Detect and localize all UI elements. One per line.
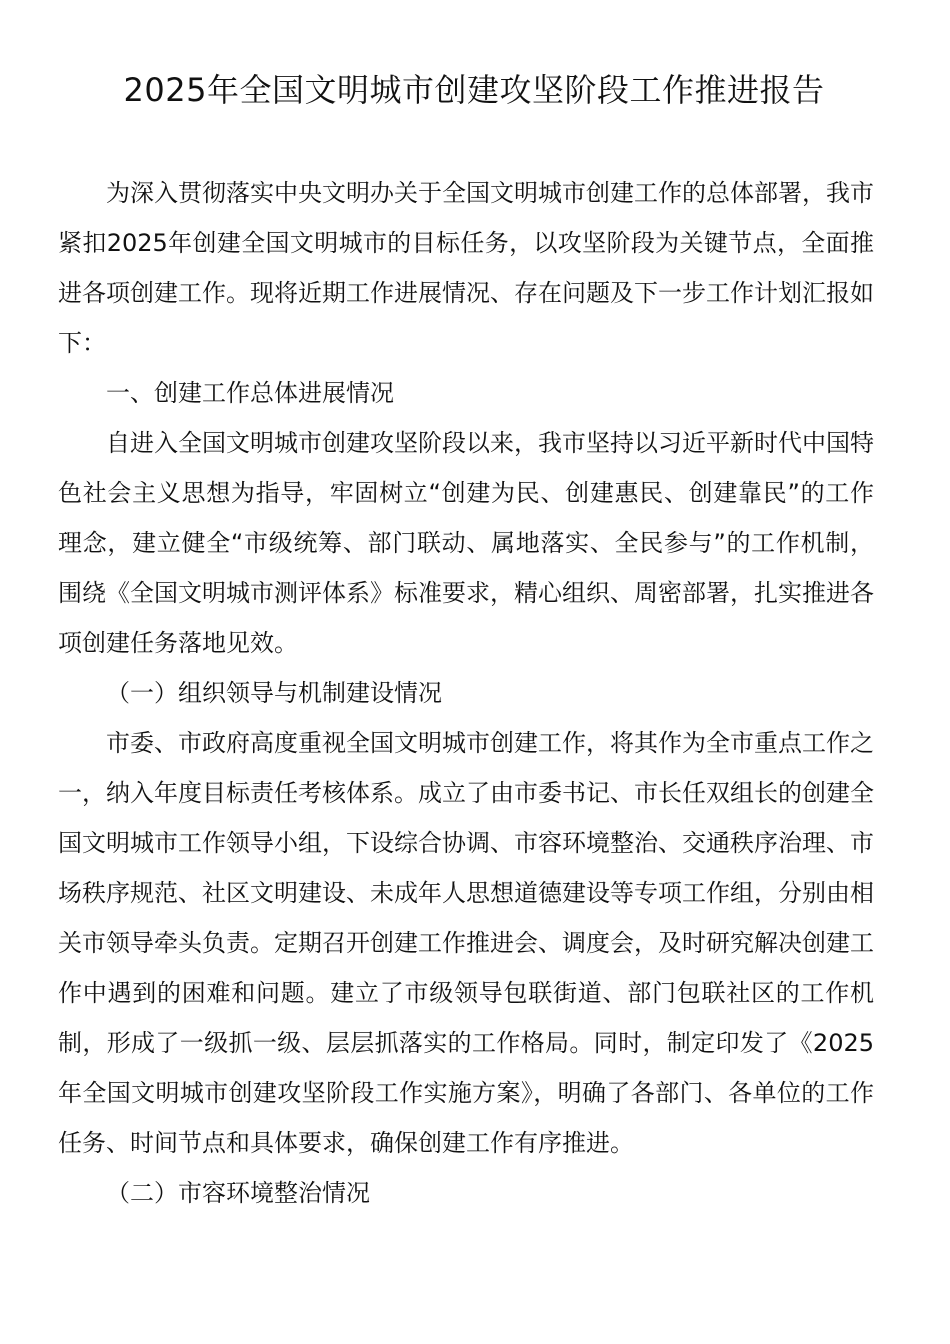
subsection-heading-2: （二）市容环境整治情况: [106, 1179, 370, 1207]
section-1-paragraph: 自进入全国文明城市创建攻坚阶段以来，我市坚持以习近平新时代中国特色社会主义思想为指导，牢固树立“创建为民、创建惠民、创建靠民”的工作理念，建立健全“市级统筹、部门联动、属地落实、全民参与”的工作机制，围绕《全国文明城市测评体系》标准要求，精心组织、周密部署，扎实推进各项创建任务落地见效。: [58, 429, 874, 657]
document-title: 2025年全国文明城市创建攻坚阶段工作推进报告: [123, 71, 825, 109]
intro-paragraph: 为深入贯彻落实中央文明办关于全国文明城市创建工作的总体部署，我市紧扣2025年创建全国文明城市的目标任务，以攻坚阶段为关键节点，全面推进各项创建工作。现将近期工作进展情况、存在问题及下一步工作计划汇报如下：: [58, 179, 874, 357]
section-heading-1: 一、创建工作总体进展情况: [106, 379, 394, 407]
subsection-1-paragraph: 市委、市政府高度重视全国文明城市创建工作，将其作为全市重点工作之一，纳入年度目标责任考核体系。成立了由市委书记、市长任双组长的创建全国文明城市工作领导小组，下设综合协调、市容环境整治、交通秩序治理、市场秩序规范、社区文明建设、未成年人思想道德建设等专项工作组，分别由相关市领导牵头负责。定期召开创建工作推进会、调度会，及时研究解决创建工作中遇到的困难和问题。建立了市级领导包联街道、部门包联社区的工作机制，形成了一级抓一级、层层抓落实的工作格局。同时，制定印发了《2025年全国文明城市创建攻坚阶段工作实施方案》，明确了各部门、各单位的工作任务、时间节点和具体要求，确保创建工作有序推进。: [58, 729, 874, 1157]
document-body: [58, 168, 874, 1218]
subsection-heading-1: （一）组织领导与机制建设情况: [106, 679, 442, 707]
